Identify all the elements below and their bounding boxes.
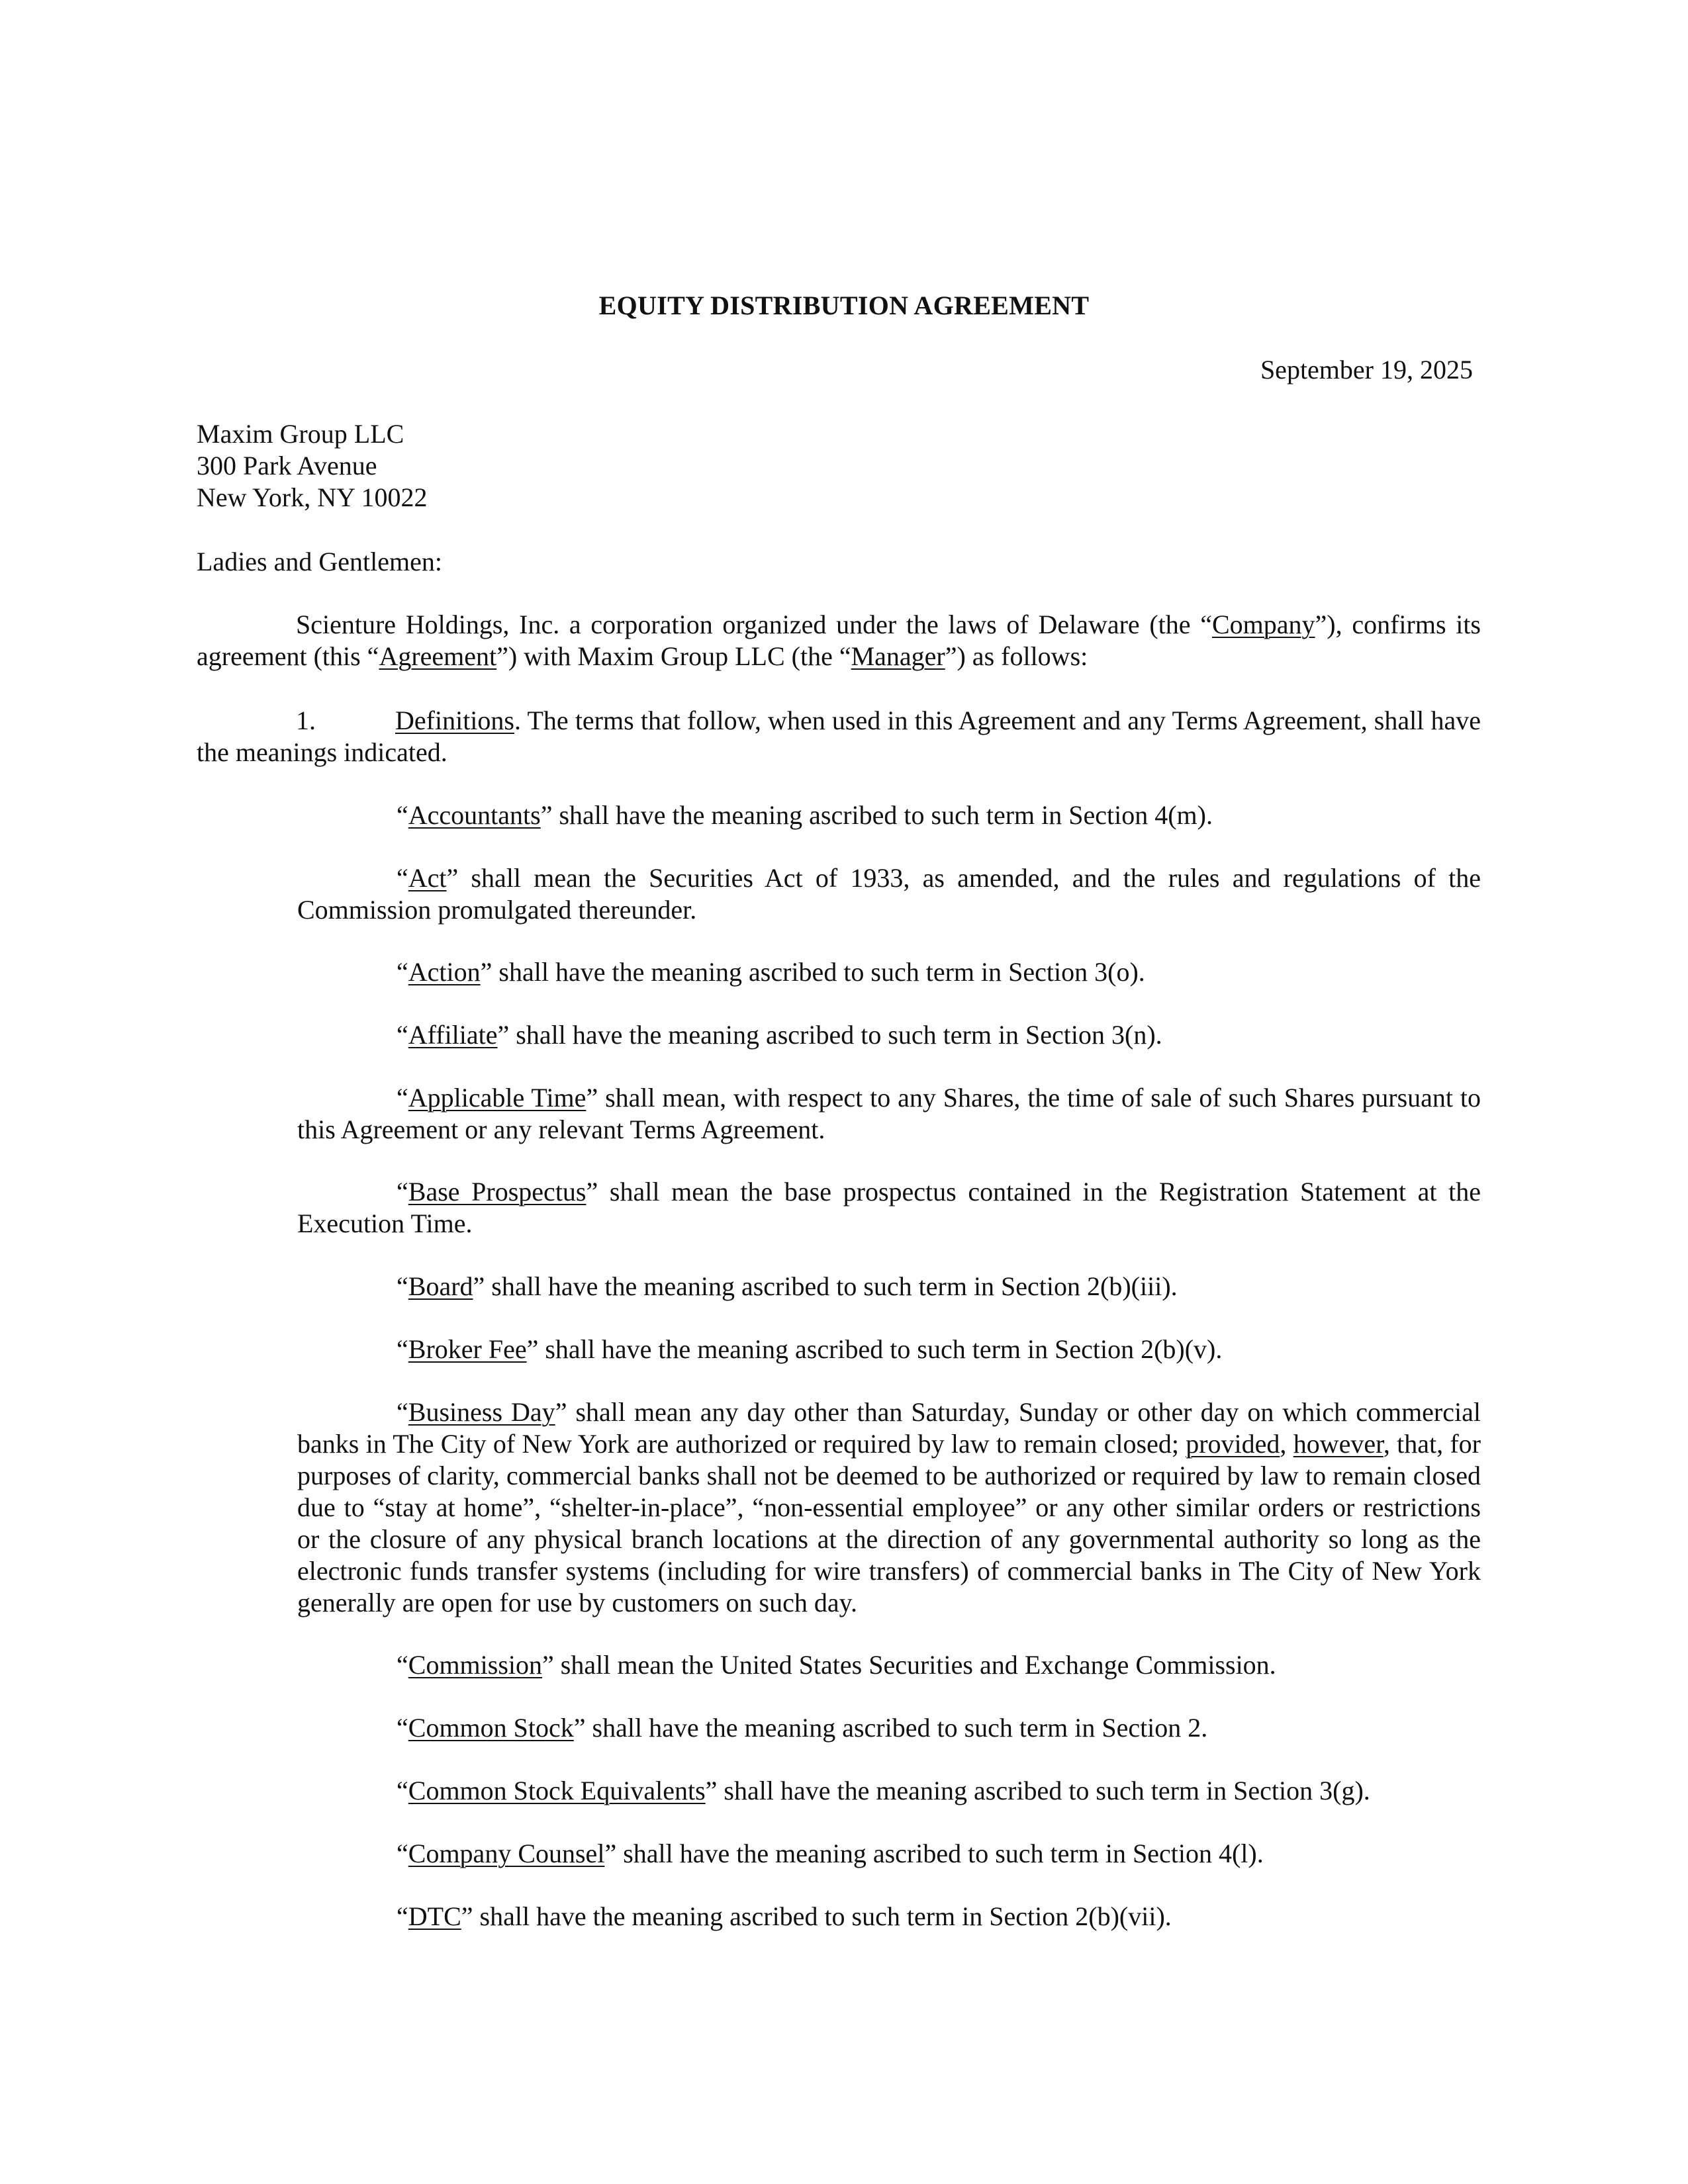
address-line-2: 300 Park Avenue (197, 451, 377, 480)
definition-board (297, 1271, 1481, 1302)
quote-open: “ (397, 1397, 408, 1427)
section-heading: Definitions (395, 705, 514, 735)
section-1-paragraph (197, 705, 1481, 768)
quote-open: “ (397, 1713, 408, 1743)
definition-text: ” shall have the meaning ascribed to such term in Section 3(n). (497, 1020, 1162, 1050)
definition-common-stock (297, 1712, 1481, 1744)
definition-text: ” shall have the meaning ascribed to such term in Section 2. (573, 1713, 1208, 1743)
defined-term: Accountants (408, 800, 541, 830)
defined-term: Base Prospectus (408, 1177, 586, 1206)
definition-text: ” shall mean the United States Securities and Exchange Commission. (542, 1650, 1276, 1680)
definition-text-3: , that, for purposes of clarity, commercial banks shall not be deemed to be authorized or required by law to remain closed due to “stay at home”, “shelter-in-place”, “non-essential employee” or any other similar orders or restrictions or the closure of any physical branch locations at the direction of any governmental authority so long as the electronic funds transfer systems (including for wire transfers) of commercial banks in The City of New York generally are open for use by customers on such day. (297, 1429, 1481, 1617)
defined-term: Company Counsel (408, 1839, 605, 1868)
quote-open: “ (397, 1177, 408, 1206)
defined-term: Commission (408, 1650, 543, 1680)
definition-broker-fee (297, 1334, 1481, 1365)
definition-text: ” shall mean any day other than Saturday, Sunday or other day on which commercial banks in The City of New York are authorized or required by law to remain closed; (297, 1397, 1481, 1459)
definition-action (297, 956, 1481, 988)
definition-text: ” shall have the meaning ascribed to such term in Section 2(b)(vii). (461, 1901, 1172, 1931)
defined-term: Affiliate (408, 1020, 498, 1050)
document-title: EQUITY DISTRIBUTION AGREEMENT (598, 291, 1090, 320)
quote-open: “ (397, 1839, 408, 1868)
definition-affiliate (297, 1019, 1481, 1051)
definition-text: ” shall have the meaning ascribed to such term in Section 4(m). (540, 800, 1213, 830)
term-however: however (1293, 1429, 1383, 1459)
quote-open: “ (397, 1334, 408, 1364)
defined-term: Common Stock Equivalents (408, 1776, 706, 1805)
definition-base-prospectus (297, 1176, 1481, 1240)
salutation: Ladies and Gentlemen: (197, 547, 442, 576)
quote-open: “ (397, 1271, 408, 1301)
section-number: 1. (296, 705, 316, 735)
defined-term: DTC (408, 1901, 461, 1931)
quote-open: “ (397, 1776, 408, 1805)
address-line-3: New York, NY 10022 (197, 482, 428, 512)
quote-open: “ (397, 1083, 408, 1113)
definition-act (297, 862, 1481, 926)
definition-text: ” shall have the meaning ascribed to such term in Section 4(l). (604, 1839, 1264, 1868)
intro-text-4: ”) as follows: (945, 641, 1088, 671)
section-text: . The terms that follow, when used in this Agreement and any Terms Agreement, shall have the meanings indicated. (197, 705, 1481, 767)
intro-text-3: ”) with Maxim Group LLC (the “ (496, 641, 851, 671)
definition-text: ” shall mean the Securities Act of 1933, as amended, and the rules and regulations of the Commission promulgated thereunder. (297, 863, 1481, 925)
term-company: Company (1212, 610, 1315, 639)
term-manager: Manager (851, 641, 945, 671)
quote-open: “ (397, 1650, 408, 1680)
definition-text: ” shall have the meaning ascribed to such term in Section 2(b)(v). (526, 1334, 1223, 1364)
definition-accountants (297, 799, 1481, 831)
definition-company-counsel (297, 1838, 1481, 1870)
definition-text: ” shall have the meaning ascribed to such term in Section 3(g). (705, 1776, 1370, 1805)
definition-text: ” shall mean the base prospectus contained in the Registration Statement at the Execution Time. (297, 1177, 1481, 1238)
quote-open: “ (397, 1901, 408, 1931)
defined-term: Broker Fee (408, 1334, 527, 1364)
defined-term: Action (408, 957, 481, 987)
defined-term: Common Stock (408, 1713, 574, 1743)
definition-common-stock-equivalents (297, 1775, 1481, 1807)
recipient-address (197, 418, 428, 514)
quote-open: “ (397, 863, 408, 893)
definition-dtc (297, 1901, 1481, 1933)
quote-open: “ (397, 1020, 408, 1050)
defined-term: Board (408, 1271, 473, 1301)
intro-text-1: Scienture Holdings, Inc. a corporation organized under the laws of Delaware (the “ (296, 610, 1212, 639)
intro-text-2: ”), confirms its agreement (this “ (197, 610, 1481, 671)
definition-applicable-time (297, 1082, 1481, 1146)
definition-text-2: , (1280, 1429, 1293, 1459)
definition-text: ” shall have the meaning ascribed to such term in Section 2(b)(iii). (473, 1271, 1178, 1301)
quote-open: “ (397, 800, 408, 830)
term-agreement: Agreement (379, 641, 497, 671)
address-line-1: Maxim Group LLC (197, 419, 404, 449)
definition-commission (297, 1649, 1481, 1681)
document-date: September 19, 2025 (1260, 355, 1473, 385)
defined-term: Business Day (408, 1397, 555, 1427)
definition-text: ” shall mean, with respect to any Shares, the time of sale of such Shares pursuant to this Agreement or any relevant Terms Agreement. (297, 1083, 1481, 1144)
term-provided: provided (1186, 1429, 1280, 1459)
defined-term: Applicable Time (408, 1083, 586, 1113)
definition-business-day (297, 1396, 1481, 1619)
intro-paragraph (197, 609, 1481, 672)
defined-term: Act (408, 863, 447, 893)
definition-text: ” shall have the meaning ascribed to such term in Section 3(o). (480, 957, 1145, 987)
quote-open: “ (397, 957, 408, 987)
